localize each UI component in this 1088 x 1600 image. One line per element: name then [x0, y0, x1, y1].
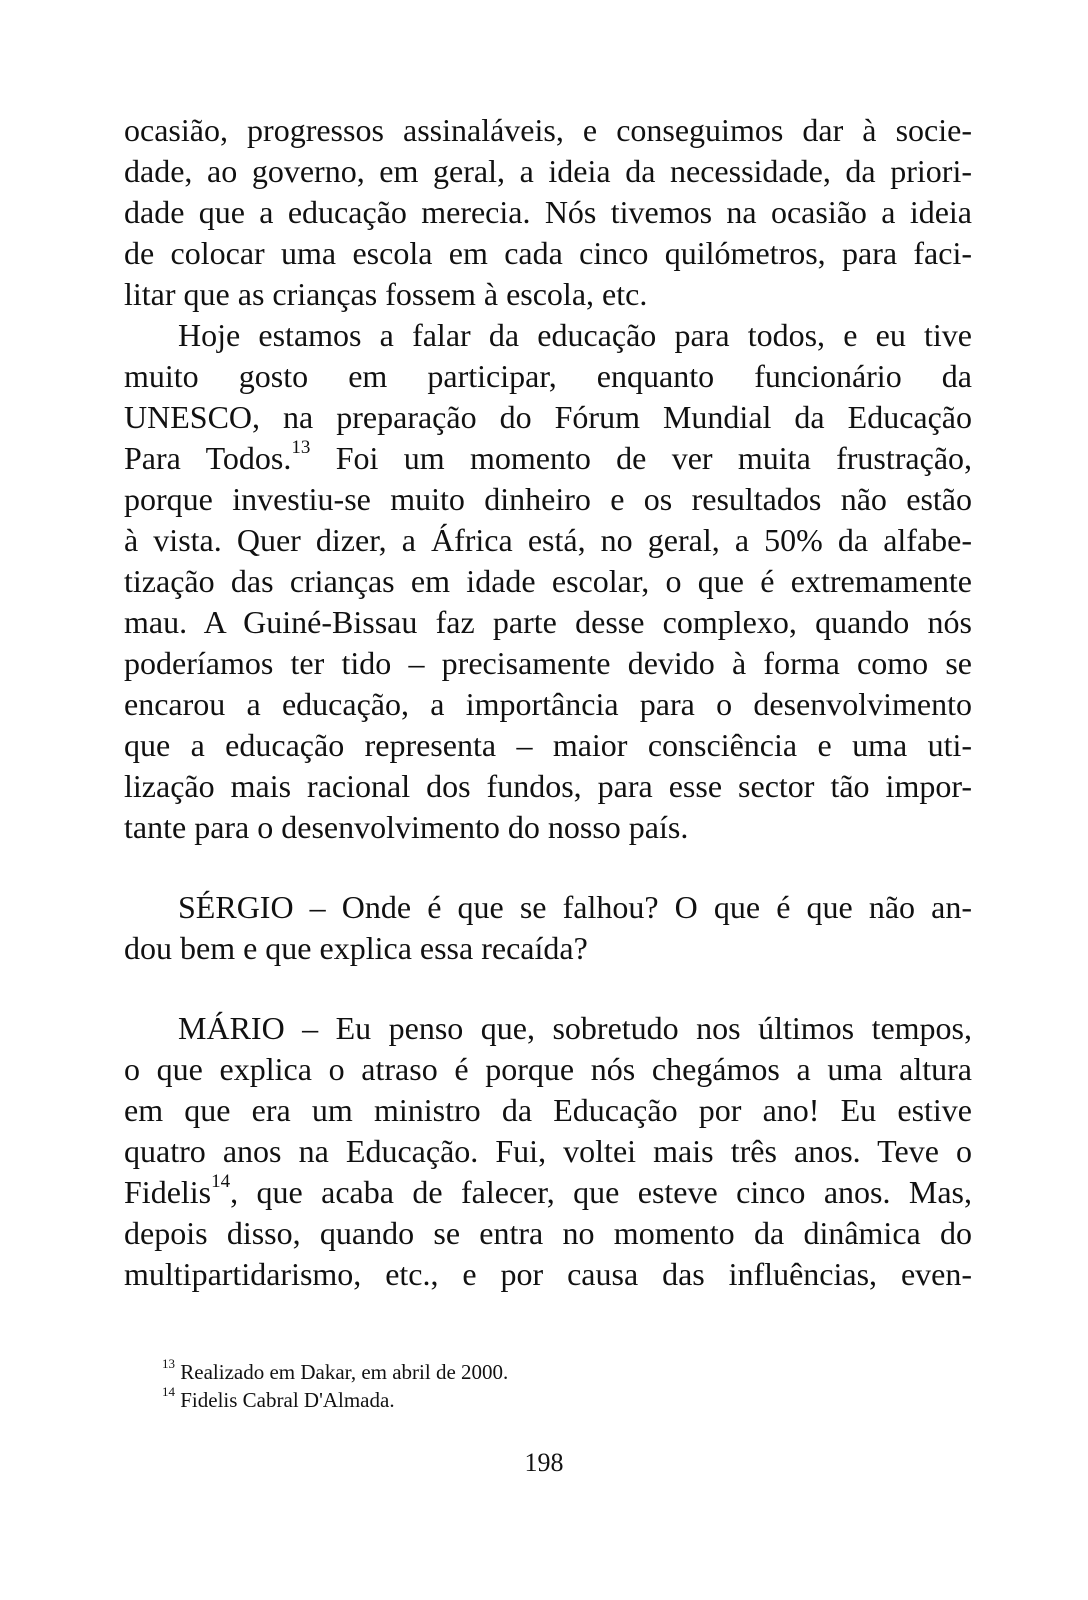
- text-line: lização mais racional dos fundos, para esse sector tão impor-: [124, 768, 972, 804]
- text-line: dou bem e que explica essa recaída?: [124, 930, 588, 966]
- text-line: SÉRGIO – Onde é que se falhou? O que é que não an-: [178, 889, 972, 925]
- text-line: dade que a educação merecia. Nós tivemos na ocasião a ideia: [124, 194, 972, 230]
- text-line: encarou a educação, a importância para o desenvolvimento: [124, 686, 972, 722]
- text-segment: Para Todos.: [124, 440, 292, 476]
- text-line: MÁRIO – Eu penso que, sobretudo nos últimos tempos,: [178, 1010, 972, 1046]
- footnote-13: [162, 1358, 508, 1386]
- text-line: muito gosto em participar, enquanto funcionário da: [124, 358, 972, 394]
- text-line: UNESCO, na preparação do Fórum Mundial da Educação: [124, 399, 972, 435]
- text-segment: Fidelis: [124, 1174, 212, 1210]
- text-line: poderíamos ter tido – precisamente devido à forma como se: [124, 645, 972, 681]
- text-segment: Foi um momento de ver muita frustração,: [335, 440, 973, 476]
- text-line: litar que as crianças fossem à escola, etc.: [124, 276, 648, 312]
- paragraph-1: [124, 110, 972, 315]
- text-line: multipartidarismo, etc., e por causa das influências, even-: [124, 1256, 972, 1292]
- text-line: que a educação representa – maior consciência e uma uti-: [124, 727, 972, 763]
- text-line: mau. A Guiné-Bissau faz parte desse complexo, quando nós: [124, 604, 972, 640]
- text-line: [124, 1172, 972, 1213]
- text-line: de colocar uma escola em cada cinco quilómetros, para faci-: [124, 235, 972, 271]
- text-line: quatro anos na Educação. Fui, voltei mais três anos. Teve o: [124, 1133, 972, 1169]
- footnotes: [162, 1358, 508, 1414]
- footnote-ref-13[interactable]: 13: [291, 437, 311, 459]
- paragraph-2: [124, 315, 972, 848]
- text-segment: , que acaba de falecer, que esteve cinco anos. Mas,: [230, 1174, 972, 1210]
- text-line: porque investiu-se muito dinheiro e os resultados não estão: [124, 481, 972, 517]
- text-line: Hoje estamos a falar da educação para todos, e eu tive: [178, 317, 972, 353]
- page-body: [124, 110, 972, 1295]
- footnote-text: Fidelis Cabral D'Almada.: [180, 1388, 395, 1412]
- footnote-text: Realizado em Dakar, em abril de 2000.: [180, 1360, 509, 1384]
- text-line: o que explica o atraso é porque nós chegámos a uma altura: [124, 1051, 972, 1087]
- footnote-14: [162, 1386, 508, 1414]
- text-line: ocasião, progressos assinaláveis, e conseguimos dar à socie-: [124, 112, 972, 148]
- paragraph-3: [124, 887, 972, 969]
- text-line: à vista. Quer dizer, a África está, no geral, a 50% da alfabe-: [124, 522, 972, 558]
- page-number: 198: [524, 1448, 564, 1477]
- text-line: dade, ao governo, em geral, a ideia da necessidade, da priori-: [124, 153, 972, 189]
- footnote-mark: 14: [162, 1384, 175, 1399]
- text-line: depois disso, quando se entra no momento da dinâmica do: [124, 1215, 972, 1251]
- text-line: [124, 438, 972, 479]
- footnote-mark: 13: [162, 1356, 175, 1371]
- text-line: tante para o desenvolvimento do nosso país.: [124, 809, 689, 845]
- text-line: em que era um ministro da Educação por ano! Eu estive: [124, 1092, 972, 1128]
- text-line: tização das crianças em idade escolar, o que é extremamente: [124, 563, 972, 599]
- paragraph-spacer: [124, 969, 972, 1008]
- footnote-ref-14[interactable]: 14: [211, 1171, 231, 1193]
- paragraph-4: [124, 1008, 972, 1295]
- paragraph-spacer: [124, 848, 972, 887]
